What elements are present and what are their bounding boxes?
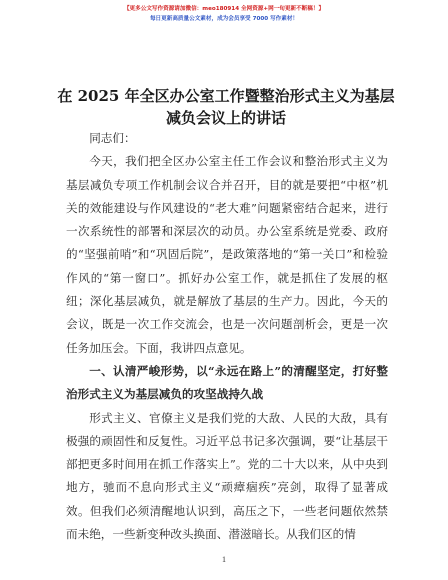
document-body	[66, 127, 388, 546]
section-paragraph-1: 形式主义、官僚主义是我们党的大敌、人民的大敌，具有极强的顽固性和反复性。习近平总书记多次强调，要“让基层干部把更多时间用在抓工作落实上”。党的二十大以来，从中央到地方，驰而不息向形式主义“顽瘴痼疾”亮剑，取得了显著成效。但我们必须清醒地认识到，高压之下，一些老问题依然禁而未绝，一些新变种改头换面、潜滋暗长。从我们区的情	[66, 410, 388, 542]
page-number: 1	[222, 555, 226, 564]
banner-line-2: 每日更新高质量公文素材，成为会员享受 7000 写作素材！	[149, 16, 299, 22]
section-heading-1: 一、认清严峻形势，以“永远在路上”的清醒坚定，打好整治形式主义为基层减负的攻坚战持久战	[66, 363, 388, 402]
body-paragraph-1: 今天，我们把全区办公室主任工作会议和整治形式主义为基层减负专项工作机制会议合并召开，目的就是要把“中枢”机关的效能建设与作风建设的“老大难”问题紧密结合起来，进行一次系统性的部署和深层次的动员。办公室系统是党委、政府的“坚强前哨”和“巩固后院”，是政策落地的“第一关口”和检验作风的“第一窗口”。抓好办公室工作，就是抓住了发展的枢纽；深化基层减负，就是解放了基层的生产力。因此，今天的会议，既是一次工作交流会，也是一次问题剖析会，更是一次任务加压会。下面，我讲四点意见。	[66, 154, 388, 355]
header-banner	[0, 4, 448, 24]
document-title: 在 2025 年全区办公室工作暨整治形式主义为基层减负会议上的讲话	[57, 87, 395, 127]
salutation: 同志们：	[89, 131, 136, 145]
banner-line-1: 【更多公文写作资源请加微信：meo180914 全网资源+网一旬更新不断稿！】	[123, 6, 325, 12]
